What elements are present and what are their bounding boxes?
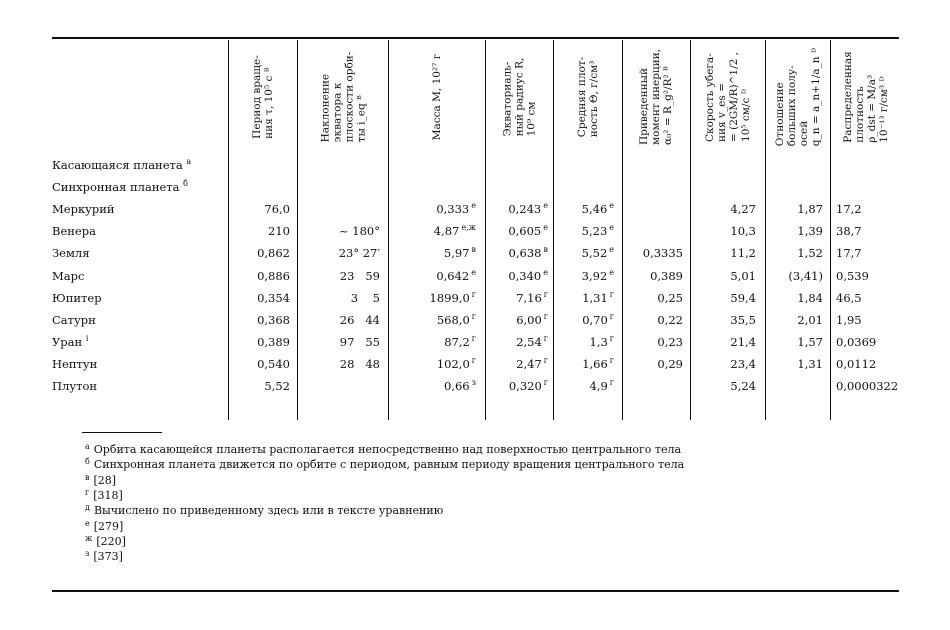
table-cell	[516, 331, 548, 353]
cell-value: 23 59	[339, 268, 380, 283]
planet-name	[52, 176, 188, 198]
footnote-marker: г	[471, 355, 476, 365]
table-cell	[797, 220, 823, 242]
footnote-marker: в	[543, 245, 548, 255]
table-cell	[444, 375, 476, 397]
column-header-line: Экваториаль-	[501, 61, 514, 136]
cell-value: 2,54	[516, 334, 542, 349]
table-cell	[582, 220, 614, 242]
table-cell	[582, 309, 614, 331]
table-cell	[797, 242, 823, 264]
footnote-marker: г	[609, 289, 614, 299]
column-header-line: q_n = a_n+1/a_n ᴰ	[810, 47, 823, 146]
footnote-marker: а	[85, 442, 90, 451]
footnote-marker: а	[186, 157, 192, 166]
cell-value: 0,66	[444, 379, 470, 393]
cell-value: 35,5	[730, 312, 756, 327]
cell-value: 1,52	[797, 246, 823, 261]
footnote-marker: г	[609, 333, 614, 343]
footnote-marker: з	[85, 549, 90, 559]
table-cell	[730, 287, 756, 309]
table-cell	[590, 375, 615, 397]
column-header-line: ния τ, 10⁵ с ᴮ	[263, 66, 276, 139]
cell-value: 5,01	[730, 268, 756, 283]
cell-value: 2,01	[797, 312, 823, 327]
column-header-line: ты i_eq ᴮ	[355, 94, 368, 142]
cell-value: 0,340	[508, 268, 542, 283]
table-cell	[257, 309, 290, 331]
footnote-marker: е	[543, 201, 548, 211]
cell-value: 5,52	[264, 379, 290, 393]
column-header	[486, 45, 553, 148]
cell-value: 5,52	[581, 246, 608, 261]
cell-value: 28 48	[339, 356, 380, 371]
column-header	[691, 45, 765, 148]
cell-value: 5,97	[443, 246, 470, 261]
cell-value: 0,605	[508, 224, 542, 239]
table-cell	[836, 220, 862, 242]
footnote-marker: г	[85, 487, 90, 497]
column-header-line: осей	[798, 120, 811, 146]
footnote	[85, 504, 443, 517]
table-cell	[797, 198, 823, 220]
footnote-marker: г	[471, 311, 476, 321]
column-header-line: момент инерции,	[650, 48, 663, 145]
footnote-marker: б	[183, 179, 188, 189]
cell-value: 0,539	[836, 268, 869, 283]
column-header	[389, 45, 485, 148]
table-cell	[436, 265, 476, 287]
footnote-text: Синхронная планета движется по орбите с периодом, равным периоду вращения центрального тела	[93, 458, 685, 472]
cell-value: 26 44	[339, 312, 380, 327]
footnote-text: [220]	[96, 534, 126, 548]
table-cell	[657, 287, 683, 309]
footnote-marker: г	[543, 333, 548, 343]
table-cell	[797, 287, 823, 309]
cell-value: 0,354	[257, 290, 290, 305]
table-cell	[444, 331, 476, 353]
table-cell	[257, 242, 290, 264]
table-cell	[797, 309, 823, 331]
table-cell	[257, 265, 290, 287]
column-header-line: плотность	[853, 85, 866, 143]
table-row	[0, 198, 950, 220]
column-header-line: экватора к	[331, 82, 344, 142]
table-cell	[434, 220, 476, 242]
column-header-line: ность Θ, г/см³	[588, 60, 600, 137]
table-top-rule	[52, 37, 899, 39]
cell-value: 6,00	[516, 312, 542, 327]
cell-value: 1,57	[797, 334, 823, 349]
cell-value: 76,0	[264, 202, 290, 217]
cell-value: 0,243	[508, 202, 542, 217]
table-cell	[508, 265, 548, 287]
table-cell	[264, 375, 290, 397]
column-header-line: Распределенная	[841, 50, 854, 143]
column-header-line: ния v_es =	[716, 82, 728, 142]
footnote-marker: е	[85, 518, 90, 528]
cell-value: 10,3	[730, 224, 756, 239]
table-cell	[339, 242, 380, 264]
column-header	[831, 45, 900, 148]
table-cell	[657, 331, 683, 353]
cell-value: 11,2	[730, 246, 756, 261]
column-header	[229, 45, 297, 148]
cell-value: 0,22	[657, 312, 683, 327]
table-cell	[582, 265, 614, 287]
column-header-line: ρ_dst = M/a³	[865, 74, 878, 143]
table-cell	[268, 220, 290, 242]
cell-value: 0,25	[657, 290, 683, 305]
cell-value: 23,4	[730, 356, 756, 371]
table-cell	[582, 242, 614, 264]
footnote-marker: д	[85, 503, 90, 513]
column-header-line: α₀² = R_g²/R² ᴮ	[662, 65, 675, 145]
table-cell	[264, 198, 290, 220]
table-cell	[643, 242, 683, 264]
cell-value: 59,4	[730, 290, 756, 305]
planet-name-text: Уран	[52, 334, 83, 349]
cell-value: 0,0000322	[836, 379, 899, 393]
table-cell	[437, 309, 476, 331]
footnote-marker: б	[85, 457, 90, 467]
planet-name-text: Сатурн	[52, 312, 96, 327]
planet-name-text: Плутон	[52, 379, 98, 393]
column-header-line: плоскости орби-	[343, 51, 356, 142]
table-cell	[437, 353, 476, 375]
table-cell	[340, 309, 380, 331]
footnote-marker: г	[471, 289, 476, 299]
column-header-line: Приведенный	[638, 67, 651, 145]
cell-value: 21,4	[730, 334, 756, 349]
table-cell	[582, 287, 614, 309]
cell-value: 38,7	[836, 224, 862, 239]
table-cell	[730, 242, 756, 264]
cell-value: 0,886	[257, 268, 290, 283]
cell-value: 1,95	[836, 312, 862, 327]
footnote-marker: г	[609, 355, 614, 365]
table-cell	[730, 331, 756, 353]
column-header-line: Масса M, 10²⁷ г	[430, 53, 443, 140]
footnote	[85, 443, 681, 456]
footnote-text: [28]	[93, 473, 117, 487]
column-header-line: Отношение	[774, 81, 787, 146]
cell-value: 1899,0	[429, 290, 470, 305]
table-cell	[340, 265, 380, 287]
table-row	[0, 287, 950, 309]
footnote-text: [318]	[93, 488, 123, 502]
table-cell	[516, 353, 548, 375]
planet-name	[52, 198, 115, 220]
cell-value: 0,389	[257, 334, 290, 349]
column-header-line: = (2GM/R)^1/2 ,	[728, 51, 740, 142]
planet-name	[52, 309, 96, 331]
cell-value: 17,2	[836, 202, 862, 217]
table-cell	[508, 220, 548, 242]
footnote-marker: г	[471, 333, 476, 343]
cell-value: 0,0369	[836, 334, 877, 349]
table-row	[0, 154, 950, 176]
table-cell	[836, 353, 876, 375]
footnote-marker: е,ж	[461, 223, 476, 233]
footnote-marker: е	[471, 267, 476, 277]
planet-name-text: Меркурий	[52, 202, 115, 217]
table-cell	[257, 331, 290, 353]
cell-value: 0,333	[436, 202, 470, 217]
cell-value: 0,389	[650, 268, 683, 283]
planet-name-text: Касающаяся планета	[52, 158, 183, 172]
table-row	[0, 331, 950, 353]
cell-value: (3,41)	[788, 268, 823, 283]
table-cell	[836, 265, 869, 287]
footnote-marker: в	[85, 472, 90, 482]
cell-value: 0,29	[657, 356, 683, 371]
table-row	[0, 242, 950, 264]
column-header	[623, 45, 690, 148]
footnote-marker: е	[609, 245, 614, 255]
planet-name	[52, 220, 96, 242]
table-cell	[730, 375, 756, 397]
cell-value: 4,9	[589, 379, 608, 393]
table-cell	[509, 242, 548, 264]
table-cell	[730, 309, 756, 331]
footnote-marker: е	[543, 223, 548, 233]
table-cell	[657, 353, 683, 375]
table-cell	[836, 375, 898, 397]
table-cell	[730, 198, 756, 220]
cell-value: 7,16	[516, 290, 542, 305]
cell-value: 2,47	[516, 356, 542, 371]
footnote-text: [279]	[93, 519, 124, 533]
planet-name-text: Нептун	[52, 356, 98, 371]
table-cell	[582, 353, 614, 375]
column-header-line: ный радиус R,	[513, 57, 526, 136]
cell-value: 46,5	[836, 290, 862, 305]
cell-value: 5,23	[581, 224, 608, 239]
planet-name	[52, 265, 84, 287]
column-header-line: 10⁻¹³ г/см³ ᴰ	[877, 75, 890, 143]
cell-value: 17,7	[836, 246, 862, 261]
table-cell	[508, 198, 548, 220]
table-cell	[444, 242, 476, 264]
table-cell	[351, 287, 380, 309]
footnote-marker: е	[609, 201, 614, 211]
cell-value: 0,0112	[836, 356, 877, 371]
column-header	[554, 45, 622, 148]
planet-name	[52, 375, 97, 397]
footnote-marker: г	[609, 311, 614, 321]
column-header-line: Наклонение	[319, 73, 332, 142]
cell-value: 3,92	[581, 268, 608, 283]
footnote	[85, 520, 123, 533]
cell-value: ~ 180°	[339, 224, 380, 239]
footnote-marker: г	[543, 355, 548, 365]
column-header-line: Скорость убега-	[704, 52, 716, 142]
planet-name-text: Юпитер	[52, 290, 102, 305]
column-header-line: Период враще-	[251, 54, 264, 139]
table-cell	[257, 287, 290, 309]
table-row	[0, 220, 950, 242]
table-cell	[582, 198, 614, 220]
column-header-line: Средняя плот-	[576, 56, 588, 137]
footnote	[85, 474, 116, 487]
table-cell	[509, 375, 548, 397]
planet-name	[52, 331, 88, 353]
cell-value: 4,27	[730, 202, 756, 217]
column-header-line: 10⁵ см/с ᴰ	[740, 88, 752, 142]
cell-value: 0,638	[508, 246, 542, 261]
column-header	[766, 45, 830, 148]
footnote-text: Орбита касающейся планеты располагается непосредственно над поверхностью центрального тела	[93, 443, 682, 456]
footnote-text: Вычислено по приведенному здесь или в тексте уравнению	[93, 504, 444, 518]
footnote-separator	[82, 432, 162, 433]
table-cell	[730, 265, 756, 287]
table-cell	[339, 220, 380, 242]
footnote-marker: е	[543, 267, 548, 277]
cell-value: 102,0	[436, 356, 470, 371]
table-row	[0, 176, 950, 198]
cell-value: 87,2	[444, 334, 470, 349]
planet-name-text: Земля	[52, 246, 90, 261]
table-cell	[590, 331, 615, 353]
table-cell	[730, 353, 756, 375]
cell-value: 0,862	[257, 246, 290, 261]
cell-value: 4,87	[433, 224, 460, 239]
footnote-text: [373]	[93, 550, 123, 564]
cell-value: 1,87	[797, 202, 823, 217]
cell-value: 0,642	[436, 268, 470, 283]
table-cell	[516, 287, 548, 309]
footnote-marker: ж	[85, 533, 93, 543]
table-cell	[430, 287, 476, 309]
cell-value: 1,31	[797, 356, 823, 371]
table-cell	[657, 309, 683, 331]
table-cell	[836, 309, 862, 331]
planet-name-text: Венера	[52, 224, 96, 239]
table-cell	[257, 353, 290, 375]
footnote-marker: в	[471, 245, 476, 255]
footnote	[85, 535, 126, 548]
cell-value: 0,540	[257, 356, 290, 371]
footnote-marker: г	[543, 289, 548, 299]
table-cell	[836, 331, 876, 353]
table-cell	[650, 265, 683, 287]
footnote-marker: е	[471, 201, 476, 211]
table-cell	[836, 198, 862, 220]
planet-name	[52, 287, 102, 309]
footnote-marker: е	[609, 223, 614, 233]
planet-name-text: Марс	[52, 268, 85, 283]
cell-value: 3 5	[350, 290, 380, 305]
planet-name	[52, 353, 97, 375]
cell-value: 23° 27′	[338, 246, 380, 261]
table-cell	[788, 265, 823, 287]
table-row	[0, 265, 950, 287]
cell-value: 0,320	[508, 379, 542, 393]
footnote-marker: з	[471, 378, 476, 387]
planet-name-text: Синхронная планета	[52, 180, 180, 195]
column-header-line: больших полу-	[786, 64, 799, 146]
table-bottom-rule	[52, 590, 899, 592]
cell-value: 1,84	[797, 290, 823, 305]
footnote-marker: е	[609, 267, 614, 277]
table-cell	[836, 242, 862, 264]
cell-value: 0,368	[257, 312, 290, 327]
footnote	[85, 550, 123, 563]
cell-value: 210	[268, 224, 290, 239]
cell-value: 1,31	[582, 290, 608, 305]
table-cell	[797, 331, 823, 353]
footnote-marker: г	[609, 378, 614, 387]
table-cell	[436, 198, 476, 220]
table-cell	[730, 220, 756, 242]
table-cell	[836, 287, 862, 309]
cell-value: 5,46	[581, 202, 608, 217]
footnote-marker: г	[543, 311, 548, 321]
cell-value: 0,70	[582, 312, 608, 327]
cell-value: 1,3	[589, 334, 608, 349]
planet-name	[52, 154, 191, 176]
column-header-line: 10⁹ см	[525, 100, 538, 136]
cell-value: 1,66	[582, 356, 608, 371]
cell-value: 5,24	[730, 379, 756, 393]
table-cell	[340, 331, 380, 353]
footnote	[85, 489, 123, 502]
cell-value: 568,0	[436, 312, 470, 327]
cell-value: 0,23	[657, 334, 683, 349]
table-cell	[516, 309, 548, 331]
footnote-marker: г	[543, 378, 548, 387]
footnote	[85, 458, 684, 471]
column-header	[298, 45, 388, 148]
cell-value: 1,39	[797, 224, 823, 239]
footnote-marker: і	[85, 333, 89, 343]
table-cell	[340, 353, 380, 375]
table-row	[0, 375, 950, 397]
cell-value: 0,3335	[642, 246, 683, 261]
planet-name	[52, 242, 89, 264]
table-row	[0, 309, 950, 331]
table-row	[0, 353, 950, 375]
table-cell	[797, 353, 823, 375]
cell-value: 97 55	[339, 334, 380, 349]
